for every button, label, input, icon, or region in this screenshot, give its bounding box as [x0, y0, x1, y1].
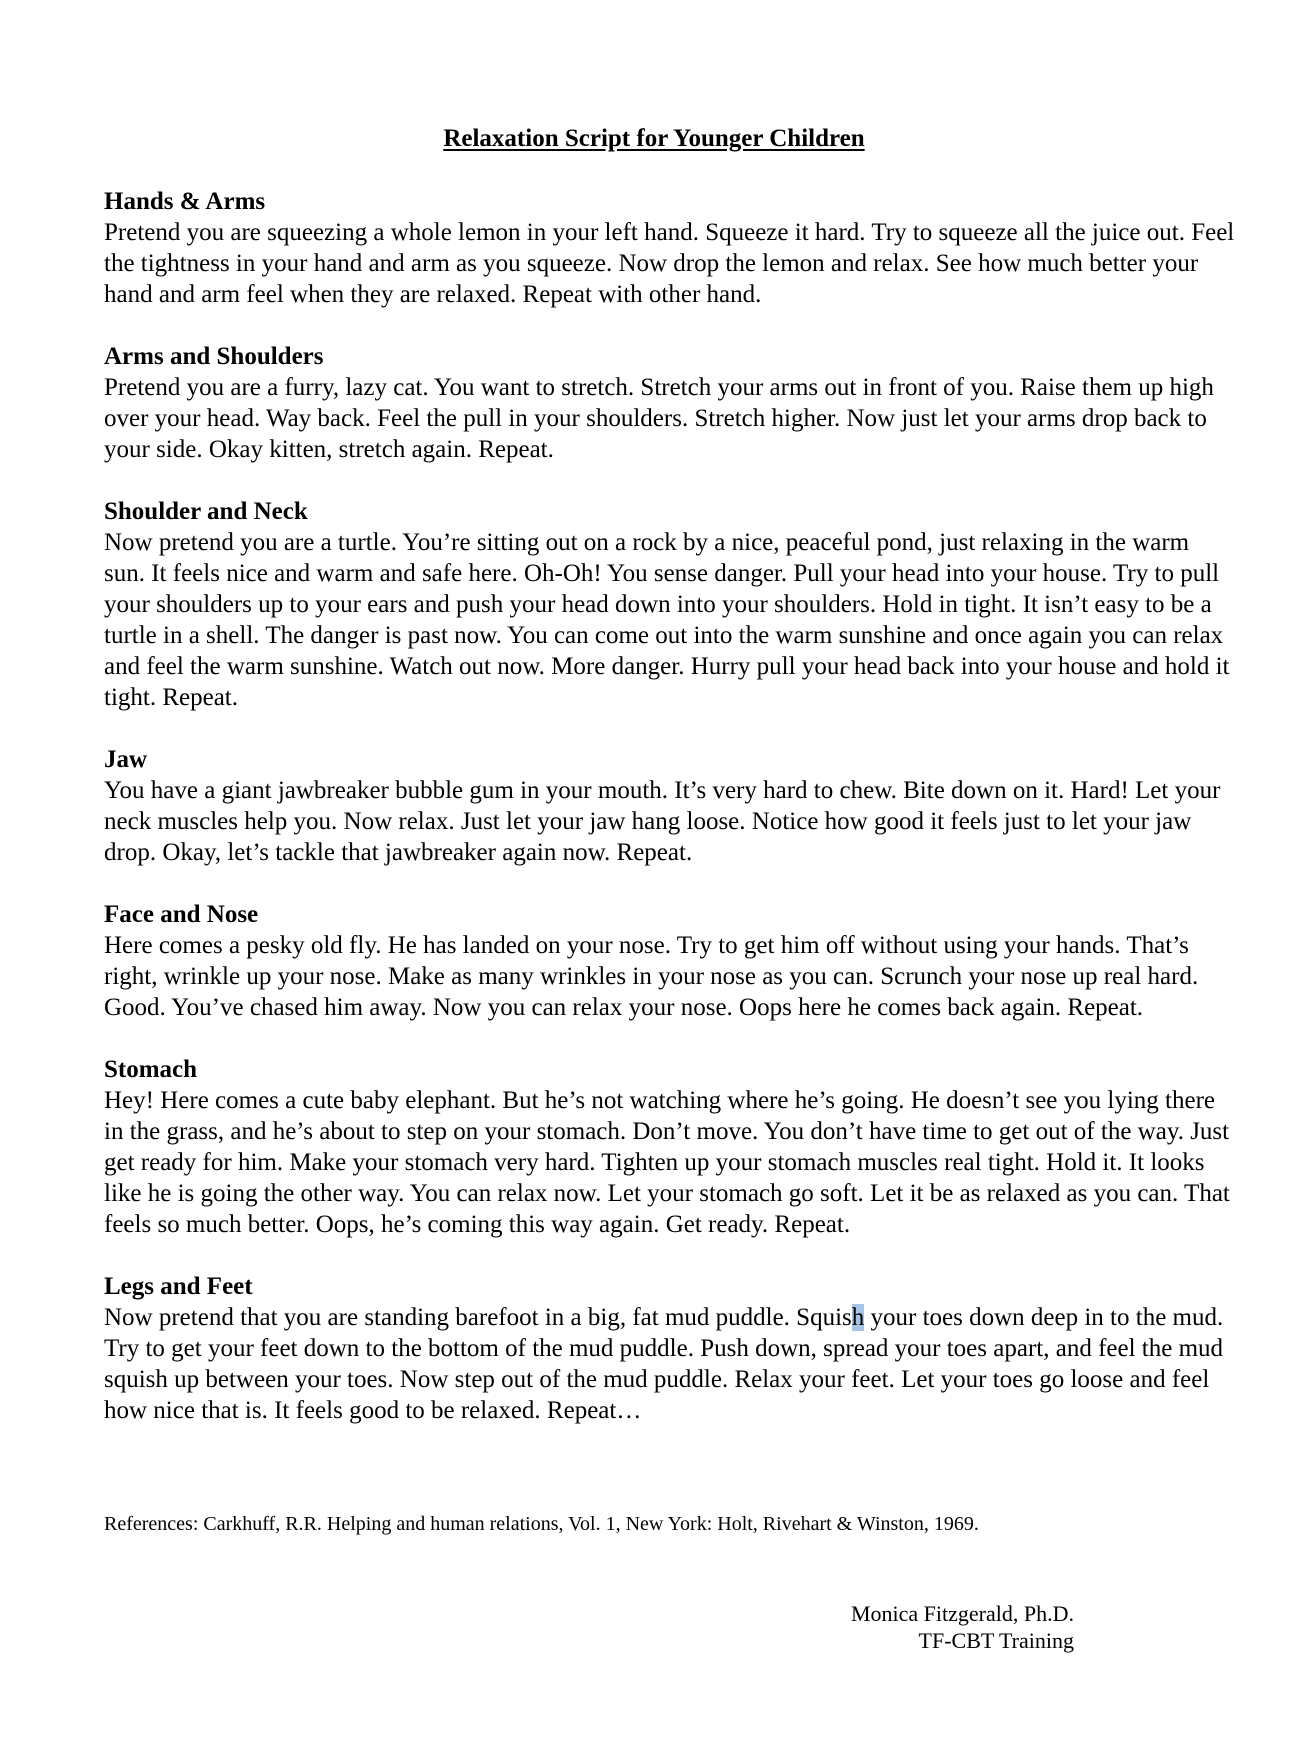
section-text[interactable]: Hey! Here comes a cute baby elephant. But he’s not watching where he’s going. He doesn’t see you lying there in the grass, and he’s about to step on your stomach. Don’t move. You don’t have time to get out of the way. Just get ready for him. Make your stomach very hard. Tighten up your stomach muscles real tight. Hold it. It looks like he is going the other way. You can relax now. Let your stomach go soft. Let it be as relaxed as you can. That feels so much better. Oops, he’s coming this way again. Get ready. Repeat. — [104, 1087, 1230, 1238]
section-text[interactable]: You have a giant jawbreaker bubble gum in your mouth. It’s very hard to chew. Bite down on it. Hard! Let your neck muscles help you. Now relax. Just let your jaw hang loose. Notice how good it feels just to let your jaw drop. Okay, let’s tackle that jawbreaker again now. Repeat. — [104, 777, 1221, 866]
document-body — [104, 186, 1236, 1457]
section-text[interactable]: Pretend you are a furry, lazy cat. You want to stretch. Stretch your arms out in front of you. Raise them up high over your head. Way back. Feel the pull in your shoulders. Stretch higher. Now just let your arms drop back to your side. Okay kitten, stretch again. Repeat. — [104, 374, 1214, 463]
section-legs-feet — [104, 1271, 1236, 1426]
text-segment: Now pretend that you are standing barefoot in a big, fat mud puddle. Squis — [104, 1304, 852, 1331]
section-heading: Legs and Feet — [104, 1273, 253, 1300]
author-name: Monica Fitzgerald, Ph.D. — [850, 1601, 1074, 1626]
author-affiliation: TF-CBT Training — [918, 1628, 1074, 1653]
section-stomach — [104, 1054, 1236, 1240]
text-segment: your toes down deep in to the mud. Try to get your feet down to the bottom of the mud puddle. Push down, spread your toes apart, and feel the mud squish up between your toes. Now step out of the mud puddle. Relax your feet. Let your toes go loose and feel how nice that is. It feels good to be relaxed. Repeat… — [104, 1304, 1224, 1424]
section-text[interactable] — [104, 1302, 1236, 1426]
section-heading: Stomach — [104, 1056, 198, 1083]
section-face-nose — [104, 899, 1236, 1023]
section-hands-arms — [104, 186, 1236, 310]
section-text[interactable]: Pretend you are squeezing a whole lemon in your left hand. Squeeze it hard. Try to squeeze all the juice out. Feel the tightness in your hand and arm as you squeeze. Now drop the lemon and relax. See how much better your hand and arm feel when they are relaxed. Repeat with other hand. — [104, 219, 1235, 308]
document-title: Relaxation Script for Younger Children — [443, 125, 865, 152]
signature-block — [851, 1600, 1074, 1654]
section-shoulder-neck — [104, 496, 1236, 713]
section-heading: Shoulder and Neck — [104, 498, 308, 525]
section-heading: Face and Nose — [104, 901, 259, 928]
text-selection-highlight: h — [851, 1304, 865, 1331]
references: References: Carkhuff, R.R. Helping and human relations, Vol. 1, New York: Holt, Rivehart & Winston, 1969. — [104, 1513, 979, 1535]
section-jaw — [104, 744, 1236, 868]
section-text[interactable]: Now pretend you are a turtle. You’re sitting out on a rock by a nice, peaceful pond, just relaxing in the warm sun. It feels nice and warm and safe here. Oh-Oh! You sense danger. Pull your head into your house. Try to pull your shoulders up to your ears and push your head down into your shoulders. Hold in tight. It isn’t easy to be a turtle in a shell. The danger is past now. You can come out into the warm sunshine and once again you can relax and feel the warm sunshine. Watch out now. More danger. Hurry pull your head back into your house and hold it tight. Repeat. — [104, 529, 1230, 711]
section-arms-shoulders — [104, 341, 1236, 465]
section-heading: Jaw — [104, 746, 148, 773]
section-text[interactable]: Here comes a pesky old fly. He has landed on your nose. Try to get him off without using your hands. That’s right, wrinkle up your nose. Make as many wrinkles in your nose as you can. Scrunch your nose up real hard. Good. You’ve chased him away. Now you can relax your nose. Oops here he comes back again. Repeat. — [104, 932, 1199, 1021]
section-heading: Arms and Shoulders — [104, 343, 324, 370]
section-heading: Hands & Arms — [104, 188, 266, 215]
